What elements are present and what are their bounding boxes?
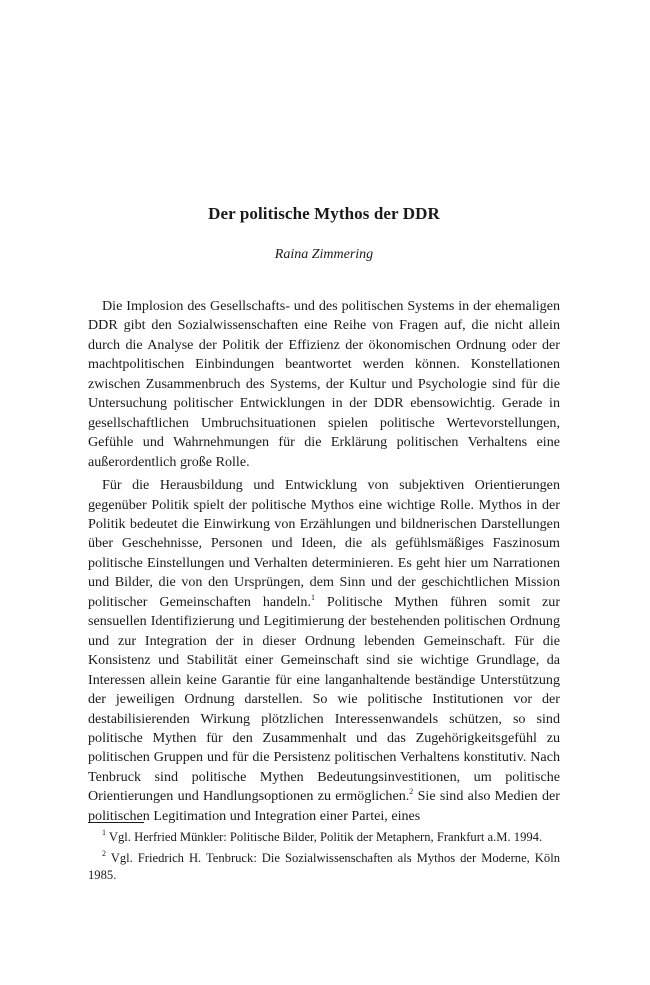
document-page [88, 0, 560, 985]
body-text-segment: Für die Herausbildung und Entwicklung von subjektiven Orientierungen gegenüber Politik spielt der politische Mythos eine wichtige Rolle. Mythos in der Politik bedeutet die Einwirkung von Erzählungen und bildnerischen Darstellungen über Geschehnisse, Personen und Ideen, die als gefühlsmäßiges Faszinosum politische Einstellungen und Verhalten determinieren. Es geht hier um Narrationen und Bilder, die von den Ursprüngen, dem Sinn und der geschichtlichen Mission politischer Gemeinschaften handeln. [88, 477, 560, 610]
footnote-number: 2 [102, 848, 106, 858]
footnote-separator [88, 822, 144, 823]
footnote-number: 1 [102, 828, 106, 837]
body-paragraph [88, 476, 560, 826]
footnote [88, 829, 560, 847]
article-body [88, 297, 560, 826]
footnote-reference: 2 [409, 787, 414, 797]
body-text-segment: Sie sind also Medien der politischen Legitimation und Integration einer Partei, eines [88, 788, 560, 824]
body-paragraph: Die Implosion des Gesellschafts- und des politischen Systems in der ehemaligen DDR gibt den Sozialwissenschaften eine Reihe von Fragen auf, die nicht allein durch die Analyse der Politik der Effizienz der ökonomischen Ordnung oder der machtpolitischen Einbindungen beantwortet werden können. Konstellationen zwischen Zusammenbruch des Systems, der Kultur und Psychologie sind für die Untersuchung politischer Entwicklungen in der DDR ebensowichtig. Gerade in gesellschaftlichen Umbruchsituationen spielen politische Wertevorstellungen, Gefühle und Wahrnehmungen für die Erklärung politischen Verhaltens eine außerordentlich große Rolle. [88, 298, 560, 470]
footnote [88, 850, 560, 885]
footnote-text: Vgl. Friedrich H. Tenbruck: Die Sozialwissenschaften als Mythos der Moderne, Köln 1985. [88, 850, 560, 883]
article-title: Der politische Mythos der DDR [208, 204, 440, 223]
article-author: Raina Zimmering [274, 247, 374, 262]
footnote-reference: 1 [311, 592, 315, 602]
footnote-text: Vgl. Herfried Münkler: Politische Bilder, Politik der Metaphern, Frankfurt a.M. 1994. [106, 830, 543, 844]
footnotes [88, 829, 560, 885]
body-text-segment: Politische Mythen führen somit zur sensuellen Identifizierung und Legitimierung der bestehenden politischen Ordnung und zur Integration der in dieser Ordnung lebenden Gemeinschaft. Für die Konsistenz und Stabilität einer Gemeinschaft sind sie wichtige Grundlage, da Interessen allein keine Garantie für eine langanhaltende beständige Unterstützung der jeweiligen Ordnung darstellen. So wie politische Institutionen vor der destabilisierenden Wirkung plötzlichen Interessenwandels schützen, so sind politische Mythen für den Zusammenhalt und das Zugehörigkeitsgefühl zu politischen Gruppen und für die Persistenz politischen Verhaltens konstitutiv. Nach Tenbruck sind politische Mythen Bedeutungsinvestitionen, um politische Orientierungen und Handlungsoptionen zu ermöglichen. [88, 593, 561, 805]
